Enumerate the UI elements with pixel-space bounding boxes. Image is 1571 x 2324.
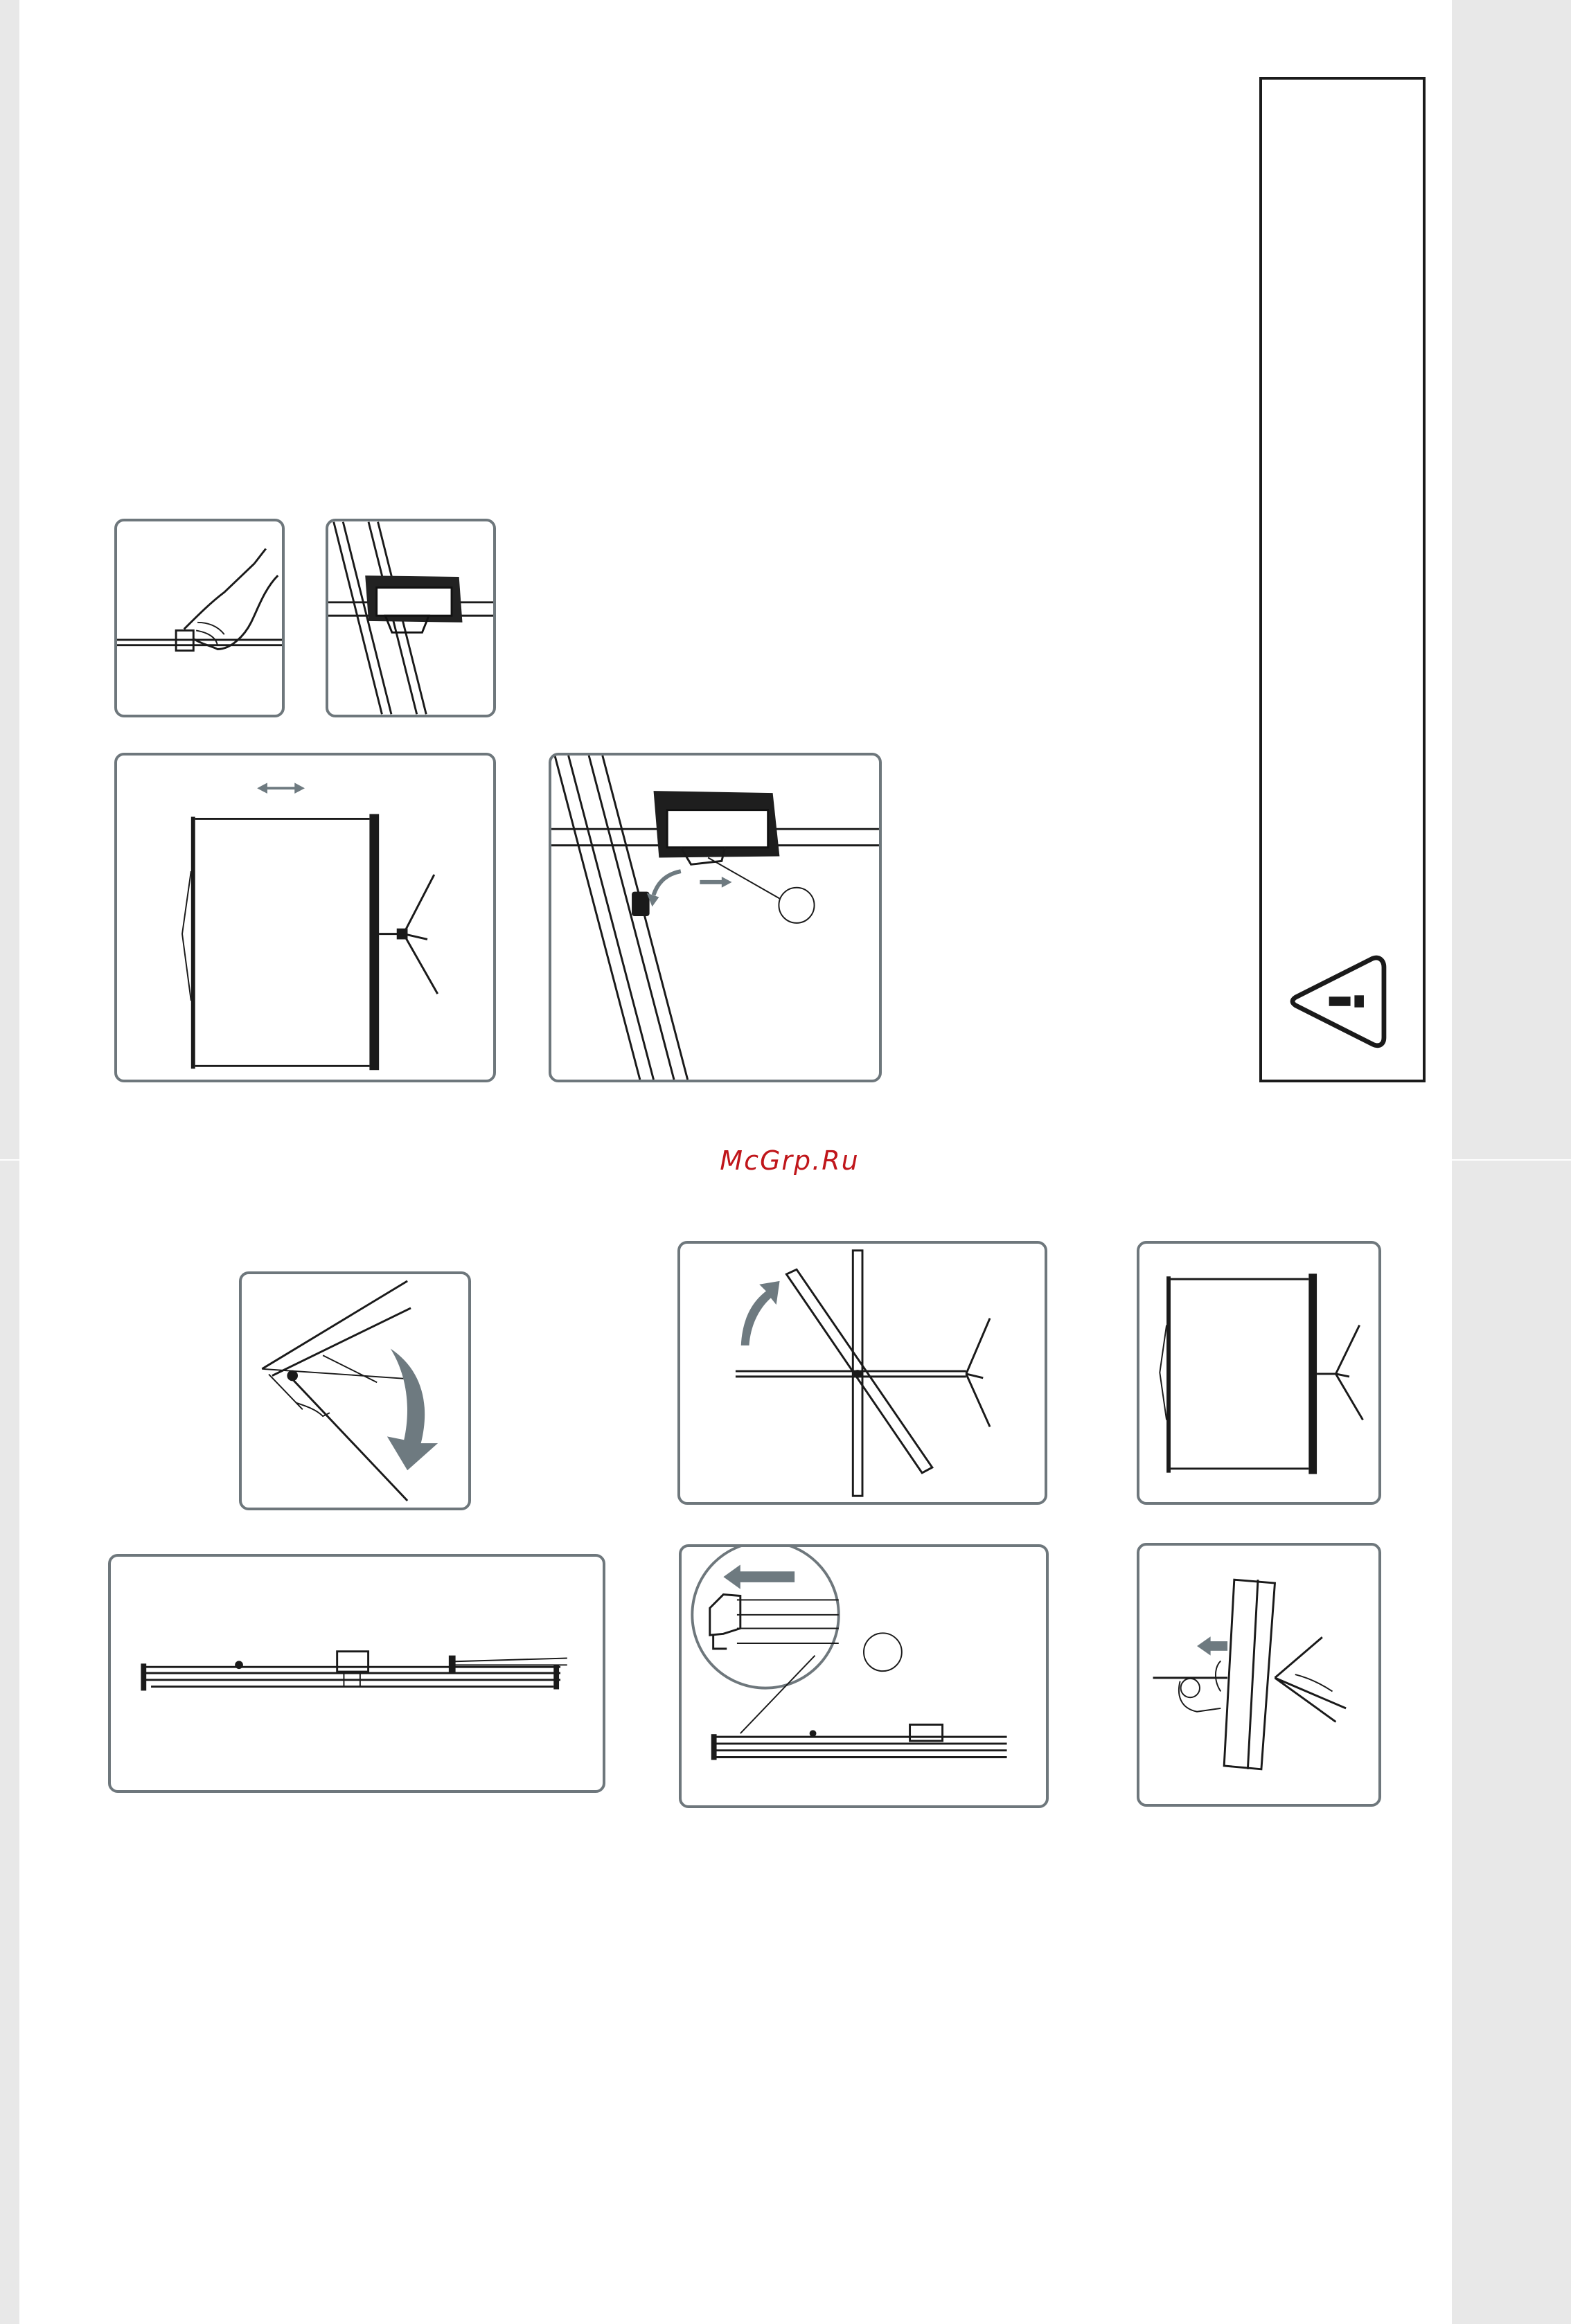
step-fold-legs-panel [239,1271,471,1510]
down-arrow-icon [387,1348,438,1470]
callout-circle [864,1633,902,1671]
left-arrow-icon [1197,1636,1227,1655]
horizontal-arrow-icon [257,783,305,794]
curved-arrow-icon [647,871,681,906]
step-rotate-screen-panel [677,1241,1047,1505]
warning-box [1259,77,1426,1082]
zoom-circle [692,1547,838,1688]
warning-triangle-icon [1262,80,1423,1080]
step-hand-grip-panel [114,519,285,717]
step-lock-lever-panel [549,753,882,1082]
step-clamp-closeup-panel [326,519,496,717]
step-slide-handle-panel [679,1544,1049,1808]
lock-clamp-icon [328,521,493,715]
step-screen-open-panel [114,753,496,1082]
rotate-arrow-icon [741,1281,780,1346]
watermark-text: McGrp.Ru [720,1145,860,1176]
hand-icon [117,521,282,715]
horizontal-arrow-icon [700,877,731,888]
step-carry-screen-panel [1137,1543,1381,1807]
step-standing-screen-panel [1137,1241,1381,1505]
step-collapsed-screen-panel [108,1554,605,1793]
callout-circle [779,888,814,923]
